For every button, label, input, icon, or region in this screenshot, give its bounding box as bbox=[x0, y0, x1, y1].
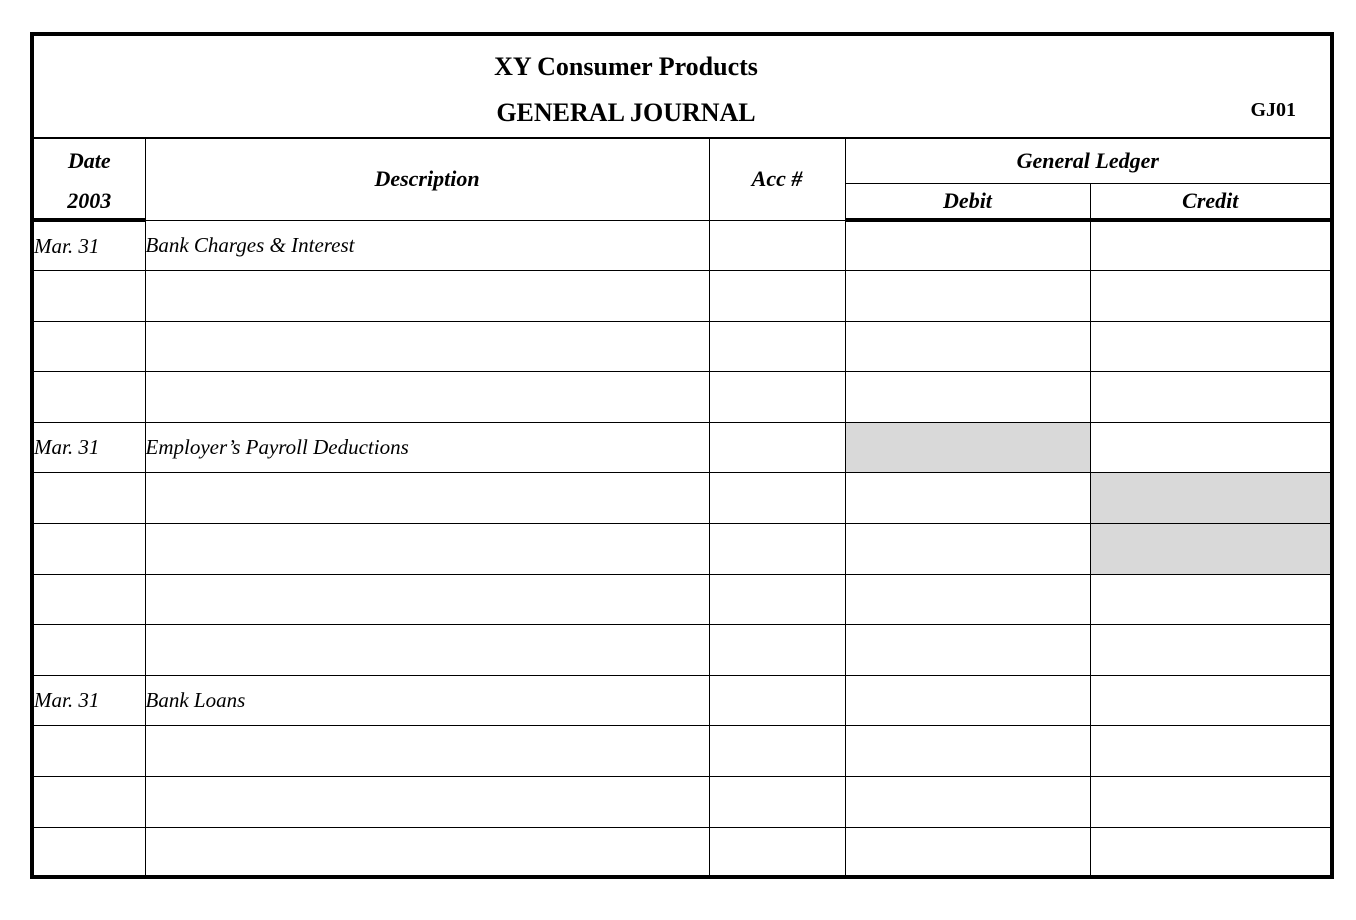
row-debit[interactable] bbox=[845, 827, 1090, 878]
row-account[interactable] bbox=[709, 372, 845, 423]
journal-row bbox=[34, 422, 1330, 473]
year-column-header: 2003 bbox=[34, 183, 145, 220]
row-date[interactable] bbox=[34, 625, 145, 676]
row-account[interactable] bbox=[709, 726, 845, 777]
row-credit[interactable] bbox=[1090, 271, 1330, 322]
row-account[interactable] bbox=[709, 625, 845, 676]
row-description[interactable]: Bank Loans bbox=[145, 675, 709, 726]
row-date[interactable] bbox=[34, 473, 145, 524]
journal-row bbox=[34, 726, 1330, 777]
journal-body bbox=[34, 220, 1330, 878]
row-account[interactable] bbox=[709, 271, 845, 322]
row-date[interactable]: Mar. 31 bbox=[34, 675, 145, 726]
journal-row bbox=[34, 524, 1330, 575]
row-credit[interactable] bbox=[1090, 321, 1330, 372]
journal-row bbox=[34, 321, 1330, 372]
debit-column-header: Debit bbox=[845, 183, 1090, 220]
row-debit[interactable] bbox=[845, 675, 1090, 726]
row-description[interactable] bbox=[145, 777, 709, 828]
row-account[interactable] bbox=[709, 574, 845, 625]
row-debit[interactable] bbox=[845, 777, 1090, 828]
row-date[interactable] bbox=[34, 524, 145, 575]
row-description[interactable]: Employer’s Payroll Deductions bbox=[145, 422, 709, 473]
journal-row bbox=[34, 473, 1330, 524]
row-description[interactable] bbox=[145, 321, 709, 372]
row-date[interactable]: Mar. 31 bbox=[34, 220, 145, 271]
row-account[interactable] bbox=[709, 675, 845, 726]
company-name: XY Consumer Products bbox=[494, 52, 758, 81]
row-credit[interactable] bbox=[1090, 220, 1330, 271]
row-description[interactable] bbox=[145, 574, 709, 625]
credit-column-header: Credit bbox=[1090, 183, 1330, 220]
row-account[interactable] bbox=[709, 777, 845, 828]
journal-row bbox=[34, 827, 1330, 878]
row-date[interactable] bbox=[34, 372, 145, 423]
journal-table bbox=[34, 139, 1330, 878]
date-column-header: Date bbox=[34, 139, 145, 183]
row-debit[interactable] bbox=[845, 524, 1090, 575]
row-account[interactable] bbox=[709, 524, 845, 575]
journal-row bbox=[34, 372, 1330, 423]
row-date[interactable] bbox=[34, 726, 145, 777]
row-debit[interactable] bbox=[845, 574, 1090, 625]
row-date[interactable] bbox=[34, 271, 145, 322]
row-credit[interactable] bbox=[1090, 372, 1330, 423]
row-account[interactable] bbox=[709, 473, 845, 524]
row-date[interactable] bbox=[34, 321, 145, 372]
row-date[interactable] bbox=[34, 827, 145, 878]
row-debit[interactable] bbox=[845, 372, 1090, 423]
journal-row bbox=[34, 777, 1330, 828]
journal-row bbox=[34, 220, 1330, 271]
row-description[interactable] bbox=[145, 625, 709, 676]
row-credit[interactable] bbox=[1090, 625, 1330, 676]
row-debit[interactable] bbox=[845, 726, 1090, 777]
row-description[interactable] bbox=[145, 271, 709, 322]
journal-row bbox=[34, 625, 1330, 676]
journal-row bbox=[34, 271, 1330, 322]
general-ledger-header: General Ledger bbox=[845, 139, 1330, 183]
journal-code: GJ01 bbox=[1250, 99, 1296, 121]
row-account[interactable] bbox=[709, 827, 845, 878]
general-journal-form bbox=[30, 32, 1334, 879]
row-credit[interactable] bbox=[1090, 827, 1330, 878]
row-credit[interactable] bbox=[1090, 726, 1330, 777]
account-column-header: Acc # bbox=[709, 139, 845, 220]
row-credit[interactable] bbox=[1090, 473, 1330, 524]
row-description[interactable] bbox=[145, 473, 709, 524]
row-date[interactable] bbox=[34, 574, 145, 625]
row-debit[interactable] bbox=[845, 473, 1090, 524]
row-description[interactable] bbox=[145, 372, 709, 423]
row-description[interactable]: Bank Charges & Interest bbox=[145, 220, 709, 271]
row-description[interactable] bbox=[145, 524, 709, 575]
row-account[interactable] bbox=[709, 422, 845, 473]
row-credit[interactable] bbox=[1090, 675, 1330, 726]
journal-row bbox=[34, 675, 1330, 726]
journal-title-block bbox=[34, 36, 1330, 139]
row-debit[interactable] bbox=[845, 422, 1090, 473]
row-credit[interactable] bbox=[1090, 777, 1330, 828]
row-debit[interactable] bbox=[845, 625, 1090, 676]
journal-title: GENERAL JOURNAL bbox=[496, 98, 756, 127]
description-column-header: Description bbox=[145, 139, 709, 220]
row-debit[interactable] bbox=[845, 220, 1090, 271]
row-credit[interactable] bbox=[1090, 524, 1330, 575]
row-credit[interactable] bbox=[1090, 422, 1330, 473]
row-description[interactable] bbox=[145, 827, 709, 878]
row-debit[interactable] bbox=[845, 271, 1090, 322]
journal-row bbox=[34, 574, 1330, 625]
row-credit[interactable] bbox=[1090, 574, 1330, 625]
row-description[interactable] bbox=[145, 726, 709, 777]
row-date[interactable]: Mar. 31 bbox=[34, 422, 145, 473]
row-account[interactable] bbox=[709, 220, 845, 271]
row-debit[interactable] bbox=[845, 321, 1090, 372]
row-date[interactable] bbox=[34, 777, 145, 828]
row-account[interactable] bbox=[709, 321, 845, 372]
